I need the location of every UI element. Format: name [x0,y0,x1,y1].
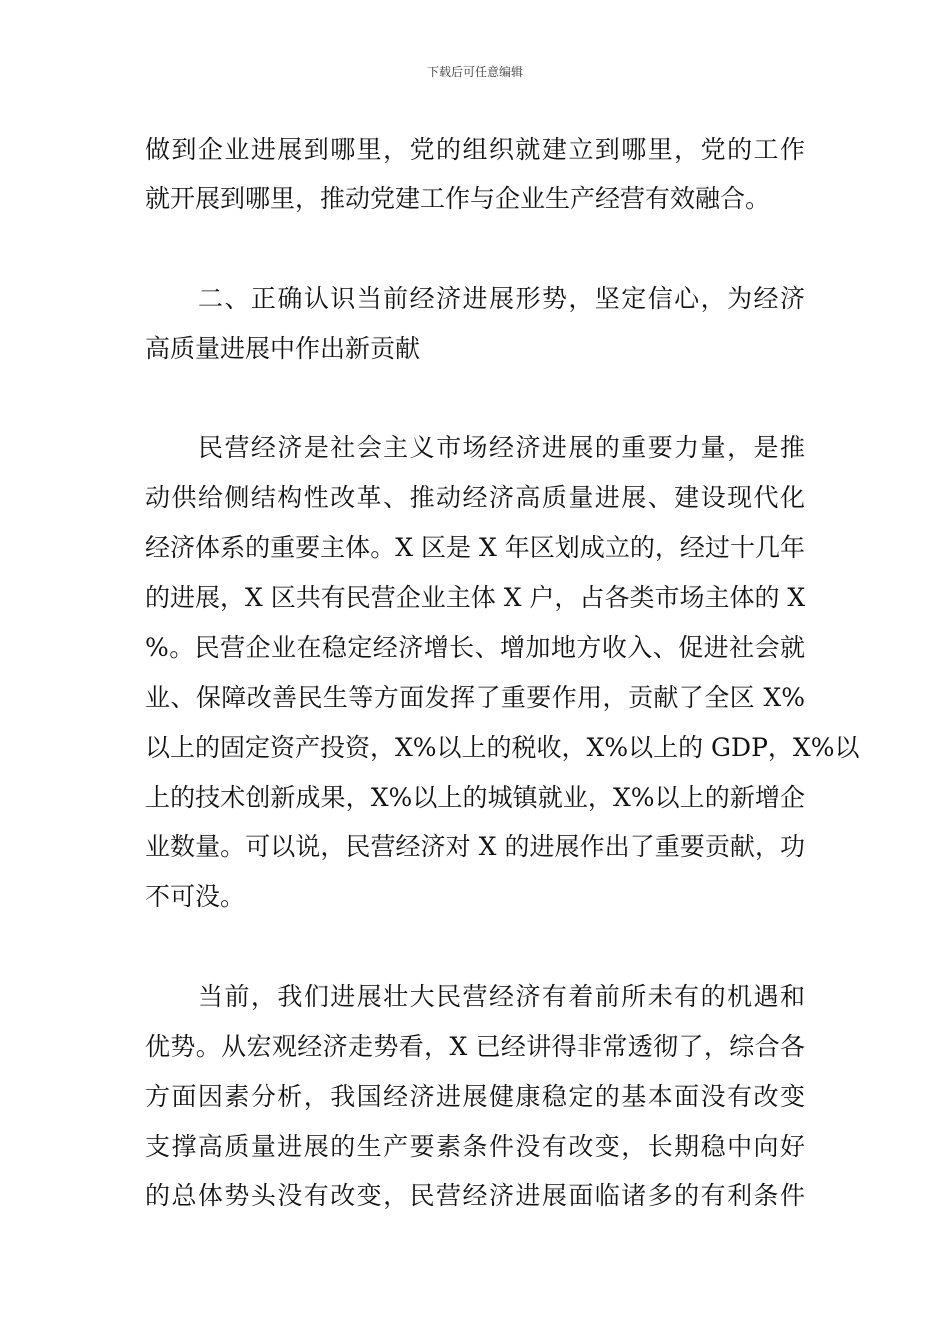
body-line: %。民营企业在稳定经济增长、增加地方收入、促进社会就 [145,633,805,662]
body-line: 民营经济是社会主义市场经济进展的重要力量，是推 [198,433,805,462]
body-line: 就开展到哪里，推动党建工作与企业生产经营有效融合。 [145,184,771,213]
body-line: 的进展，X 区共有民营企业主体 X 户，占各类市场主体的 X [145,583,806,612]
body-line: 支撑高质量进展的生产要素条件没有改变，长期稳中向好 [145,1132,805,1161]
body-line: 当前，我们进展壮大民营经济有着前所未有的机遇和 [198,982,805,1011]
body-line: 业、保障改善民生等方面发挥了重要作用，贡献了全区 X% [145,683,805,712]
body-line: 以上的固定资产投资，X%以上的税收，X%以上的 GDP，X%以 [145,733,860,762]
body-line: 动供给侧结构性改革、推动经济高质量进展、建设现代化 [145,483,805,512]
body-line: 优势。从宏观经济走势看，X 已经讲得非常透彻了，综合各 [145,1032,805,1061]
header-note: 下载后可任意编辑 [426,65,523,79]
body-line: 的总体势头没有改变，民营经济进展面临诸多的有利条件 [145,1181,805,1210]
body-line: 做到企业进展到哪里，党的组织就建立到哪里，党的工作 [145,135,805,164]
body-line: 业数量。可以说，民营经济对 X 的进展作出了重要贡献，功 [145,832,805,861]
body-line: 不可没。 [145,882,246,911]
body-line: 方面因素分析，我国经济进展健康稳定的基本面没有改变 [145,1082,805,1111]
body-line: 上的技术创新成果，X%以上的城镇就业，X%以上的新增企 [145,783,805,812]
section-heading-line: 二、正确认识当前经济进展形势，坚定信心，为经济 [198,284,805,313]
section-heading-line: 高质量进展中作出新贡献 [145,334,421,363]
body-line: 经济体系的重要主体。X 区是 X 年区划成立的，经过十几年 [145,533,805,562]
